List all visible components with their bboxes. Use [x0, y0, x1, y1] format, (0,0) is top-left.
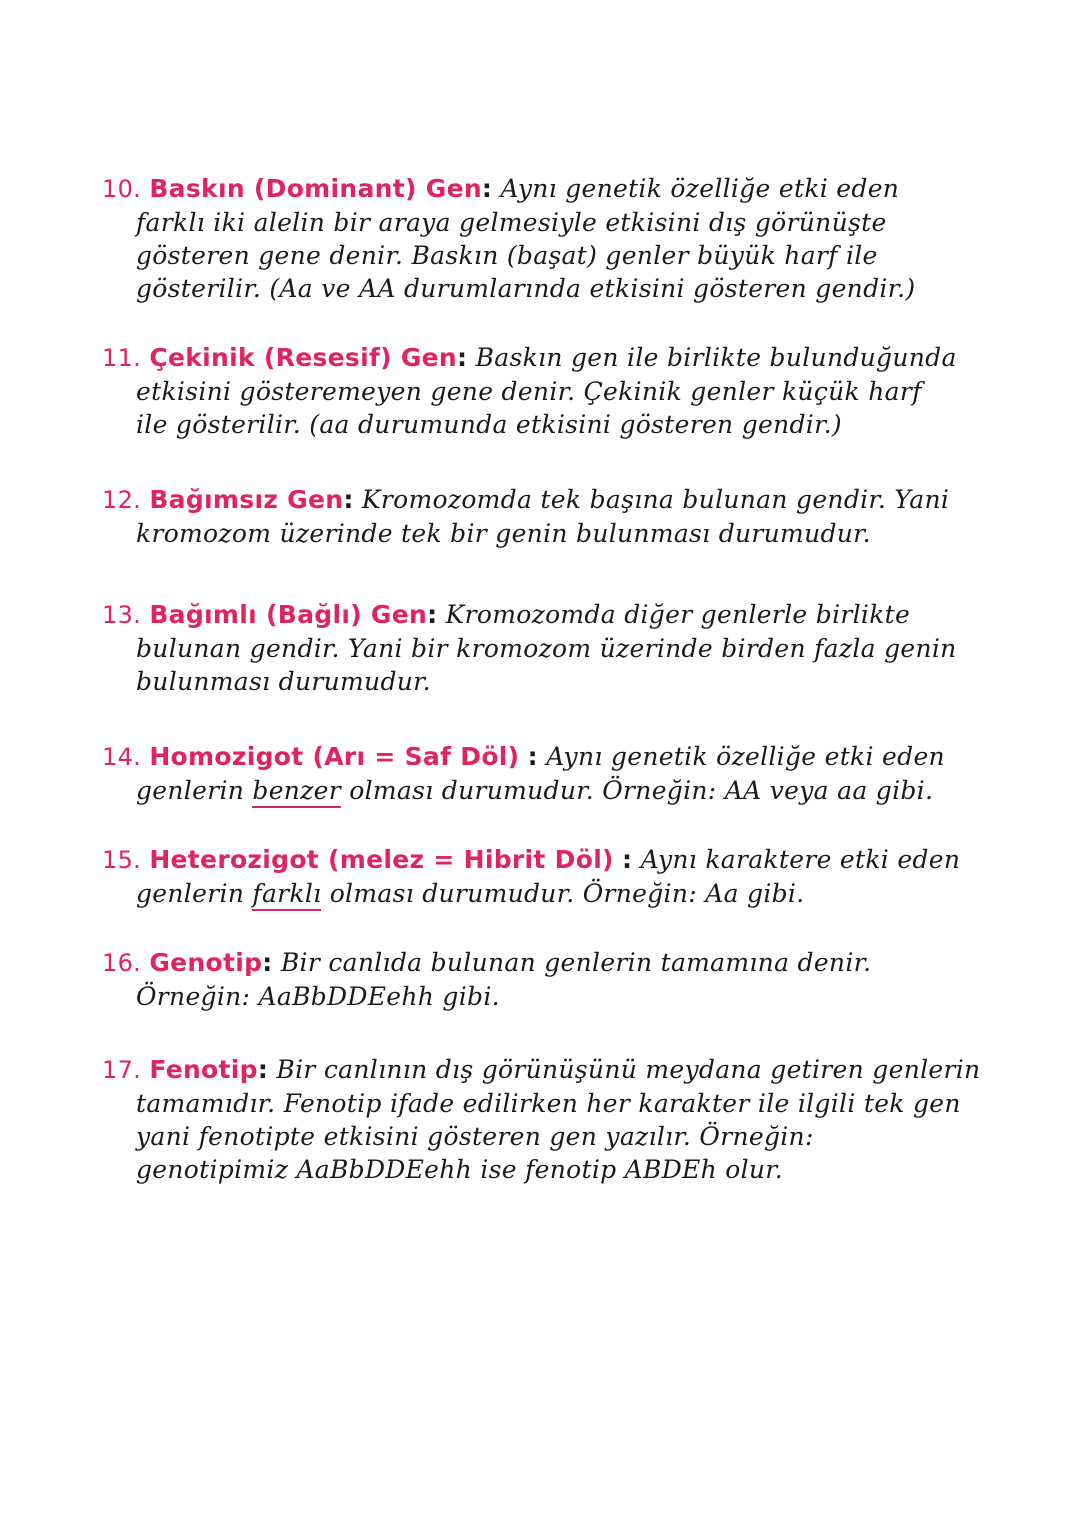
- entry-colon: :: [427, 600, 438, 629]
- entry-colon: :: [622, 845, 633, 874]
- entry-text: bulunan gendir. Yani bir kromozom üzerinde birden fazla genin: [136, 634, 957, 663]
- entry-text: gösterilir. (Aa ve AA durumlarında etkisini gösteren gendir.): [136, 274, 916, 303]
- entry-number: 11.: [102, 344, 142, 372]
- entry-term: Baskın (Dominant) Gen: [149, 174, 482, 203]
- entry-term: Fenotip: [149, 1055, 258, 1084]
- entry-text: Aynı genetik özelliğe etki eden: [500, 174, 900, 203]
- definition-list: [102, 172, 1022, 1186]
- entry-colon: :: [257, 1055, 269, 1084]
- entry-term: Bağımlı (Bağlı) Gen: [149, 600, 428, 629]
- definition-independent-gene: [102, 483, 1022, 550]
- entry-term: Heterozigot (melez = Hibrit Döl): [149, 845, 614, 874]
- entry-first-line: [102, 483, 1022, 517]
- entry-first-line: [102, 740, 1022, 774]
- entry-colon: :: [481, 174, 493, 203]
- entry-number: 13.: [102, 601, 142, 629]
- entry-first-line: [102, 341, 1022, 375]
- entry-text: gösteren gene denir. Baskın (başat) genler büyük harf ile: [136, 241, 878, 270]
- entry-text: Aynı karaktere etki eden: [640, 845, 961, 874]
- entry-text: Kromozomda tek başına bulunan gendir. Yani: [361, 485, 950, 514]
- entry-colon: :: [527, 742, 538, 771]
- entry-text: genlerin: [136, 776, 245, 805]
- entry-text: yani fenotipte etkisini gösteren gen yazılır. Örneğin:: [136, 1122, 814, 1151]
- entry-colon: :: [457, 343, 468, 372]
- entry-first-line: [102, 1053, 1022, 1087]
- entry-first-line: [102, 843, 1022, 877]
- entry-number: 10.: [102, 175, 142, 203]
- entry-text: Kromozomda diğer genlerle birlikte: [445, 600, 911, 629]
- entry-number: 15.: [102, 846, 142, 874]
- entry-text: Aynı genetik özelliğe etki eden: [546, 742, 945, 771]
- entry-number: 17.: [102, 1056, 142, 1084]
- entry-number: 14.: [102, 743, 142, 771]
- entry-text: kromozom üzerinde tek bir genin bulunması durumudur.: [136, 519, 871, 548]
- entry-text: Bir canlıda bulunan genlerin tamamına denir.: [280, 948, 872, 977]
- entry-text: Örneğin: AaBbDDEehh gibi.: [136, 982, 500, 1011]
- entry-text: ile gösterilir. (aa durumunda etkisini gösteren gendir.): [136, 410, 842, 439]
- definition-genotype: [102, 946, 1022, 1013]
- entry-second-line: [102, 877, 1022, 910]
- entry-text: farklı iki alelin bir araya gelmesiyle etkisini dış görünüşte: [136, 208, 887, 237]
- entry-text: genotipimiz AaBbDDEehh ise fenotip ABDEh olur.: [136, 1155, 784, 1184]
- underlined-word: benzer: [252, 776, 341, 808]
- entry-text: Baskın gen ile birlikte bulunduğunda: [475, 343, 957, 372]
- entry-term: Bağımsız Gen: [149, 485, 344, 514]
- definition-heterozygous: [102, 843, 1022, 910]
- definition-homozygous: [102, 740, 1022, 807]
- entry-term: Homozigot (Arı = Saf Döl): [149, 742, 520, 771]
- definition-linked-gene: [102, 598, 1022, 698]
- entry-text: tamamıdır. Fenotip ifade edilirken her karakter ile ilgili tek gen: [136, 1089, 961, 1118]
- entry-number: 12.: [102, 486, 142, 514]
- underlined-word: farklı: [252, 879, 321, 911]
- entry-colon: :: [262, 948, 273, 977]
- entry-first-line: [102, 598, 1022, 632]
- entry-text: olması durumudur. Örneğin: Aa gibi.: [329, 879, 805, 908]
- entry-colon: :: [343, 485, 354, 514]
- entry-term: Genotip: [149, 948, 263, 977]
- entry-text: bulunması durumudur.: [136, 667, 431, 696]
- entry-text: Bir canlının dış görünüşünü meydana getiren genlerin: [276, 1055, 981, 1084]
- entry-second-line: [102, 774, 1022, 807]
- entry-number: 16.: [102, 949, 142, 977]
- entry-first-line: [102, 172, 1022, 206]
- entry-text: etkisini gösteremeyen gene denir. Çekinik genler küçük harf: [136, 377, 922, 406]
- entry-text: olması durumudur. Örneğin: AA veya aa gibi.: [349, 776, 934, 805]
- definition-recessive-gene: [102, 341, 1022, 441]
- definition-dominant-gene: [102, 172, 1022, 305]
- entry-text: genlerin: [136, 879, 245, 908]
- definition-phenotype: [102, 1053, 1022, 1186]
- entry-first-line: [102, 946, 1022, 980]
- entry-term: Çekinik (Resesif) Gen: [149, 343, 458, 372]
